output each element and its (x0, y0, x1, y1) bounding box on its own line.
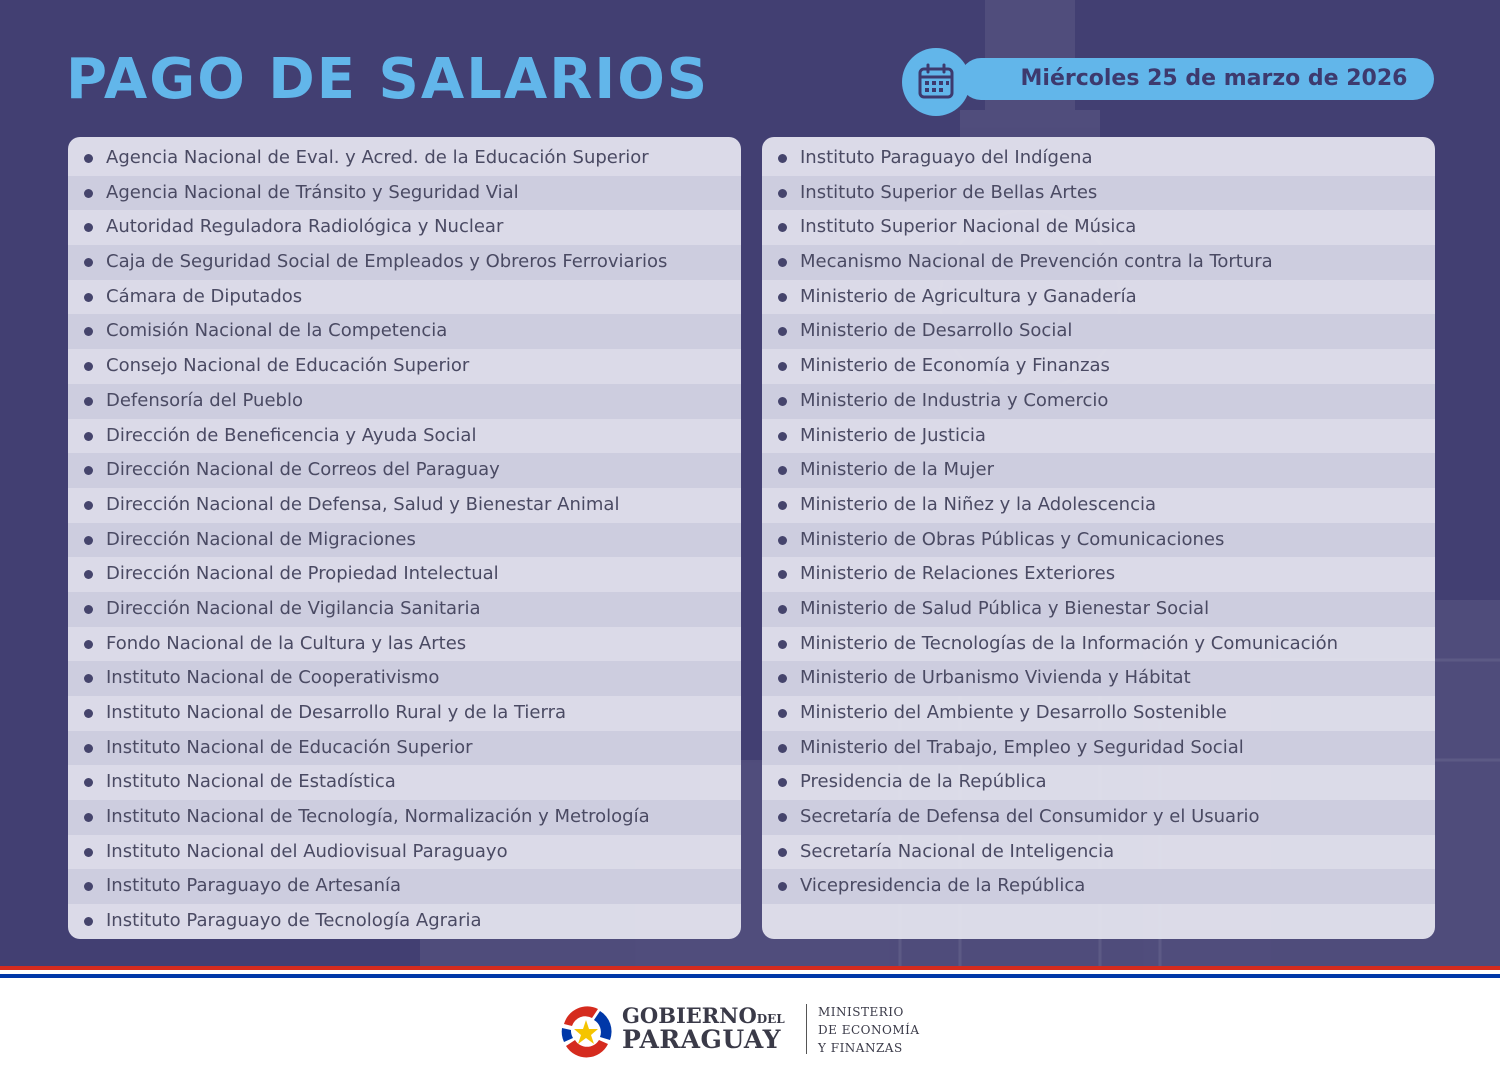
calendar-icon (916, 62, 956, 102)
institutions-panel-right (762, 137, 1435, 939)
ministry-line2: DE ECONOMÍA (818, 1023, 920, 1037)
list-item: Ministerio de Economía y Finanzas (762, 349, 1435, 384)
list-item: Instituto Superior Nacional de Música (762, 210, 1435, 245)
list-item: Defensoría del Pueblo (68, 384, 741, 419)
list-item: Instituto Nacional de Estadística (68, 765, 741, 800)
list-item: Dirección Nacional de Migraciones (68, 523, 741, 558)
list-item: Comisión Nacional de la Competencia (68, 314, 741, 349)
list-item: Ministerio de Tecnologías de la Información y Comunicación (762, 627, 1435, 662)
list-item: Ministerio de Urbanismo Vivienda y Hábitat (762, 661, 1435, 696)
list-item: Dirección Nacional de Defensa, Salud y Bienestar Animal (68, 488, 741, 523)
list-item: Instituto Paraguayo de Artesanía (68, 869, 741, 904)
list-item: Instituto Nacional de Tecnología, Normalización y Metrología (68, 800, 741, 835)
ministry-line3: Y FINANZAS (818, 1041, 903, 1055)
gov-del: DEL (756, 1012, 785, 1026)
list-item: Instituto Nacional de Educación Superior (68, 731, 741, 766)
list-item: Ministerio de la Mujer (762, 453, 1435, 488)
institutions-panel-left (68, 137, 741, 939)
list-item: Ministerio del Ambiente y Desarrollo Sostenible (762, 696, 1435, 731)
list-item: Dirección Nacional de Propiedad Intelectual (68, 557, 741, 592)
list-item: Ministerio del Trabajo, Empleo y Seguridad Social (762, 731, 1435, 766)
ministry-wordmark (818, 1003, 920, 1057)
list-item: Ministerio de Justicia (762, 419, 1435, 454)
list-item: Dirección de Beneficencia y Ayuda Social (68, 419, 741, 454)
institution-list-left (68, 137, 741, 939)
ministry-line1: MINISTERIO (818, 1005, 904, 1019)
page-title: PAGO DE SALARIOS (66, 47, 710, 112)
list-item: Ministerio de Desarrollo Social (762, 314, 1435, 349)
list-item: Presidencia de la República (762, 765, 1435, 800)
list-item: Instituto Paraguayo del Indígena (762, 141, 1435, 176)
list-item: Dirección Nacional de Correos del Paraguay (68, 453, 741, 488)
list-item: Ministerio de Agricultura y Ganadería (762, 280, 1435, 315)
gov-line1: GOBIERNO (622, 1003, 757, 1028)
list-item: Cámara de Diputados (68, 280, 741, 315)
list-item: Ministerio de Relaciones Exteriores (762, 557, 1435, 592)
payment-date: Miércoles 25 de marzo de 2026 (1020, 66, 1408, 91)
list-item: Agencia Nacional de Eval. y Acred. de la Educación Superior (68, 141, 741, 176)
gov-line2: PARAGUAY (622, 1025, 781, 1054)
list-item: Secretaría de Defensa del Consumidor y el Usuario (762, 800, 1435, 835)
list-item: Consejo Nacional de Educación Superior (68, 349, 741, 384)
list-item: Dirección Nacional de Vigilancia Sanitaria (68, 592, 741, 627)
list-item: Ministerio de Salud Pública y Bienestar Social (762, 592, 1435, 627)
date-pill (960, 58, 1434, 100)
paraguay-seal-icon (558, 1004, 614, 1060)
list-item: Caja de Seguridad Social de Empleados y Obreros Ferroviarios (68, 245, 741, 280)
list-item: Ministerio de Industria y Comercio (762, 384, 1435, 419)
list-item: Autoridad Reguladora Radiológica y Nuclear (68, 210, 741, 245)
calendar-badge (902, 48, 970, 116)
logo-divider (806, 1004, 807, 1054)
list-item: Agencia Nacional de Tránsito y Seguridad Vial (68, 176, 741, 211)
list-item: Instituto Paraguayo de Tecnología Agraria (68, 904, 741, 939)
list-item: Vicepresidencia de la República (762, 869, 1435, 904)
list-item: Ministerio de Obras Públicas y Comunicaciones (762, 523, 1435, 558)
list-item: Fondo Nacional de la Cultura y las Artes (68, 627, 741, 662)
institution-list-right (762, 137, 1435, 904)
list-item: Instituto Nacional de Desarrollo Rural y de la Tierra (68, 696, 741, 731)
list-item: Instituto Nacional del Audiovisual Paraguayo (68, 835, 741, 870)
list-item: Instituto Superior de Bellas Artes (762, 176, 1435, 211)
list-item: Instituto Nacional de Cooperativismo (68, 661, 741, 696)
list-item: Secretaría Nacional de Inteligencia (762, 835, 1435, 870)
list-item: Ministerio de la Niñez y la Adolescencia (762, 488, 1435, 523)
list-item: Mecanismo Nacional de Prevención contra la Tortura (762, 245, 1435, 280)
flag-stripes (0, 966, 1500, 984)
